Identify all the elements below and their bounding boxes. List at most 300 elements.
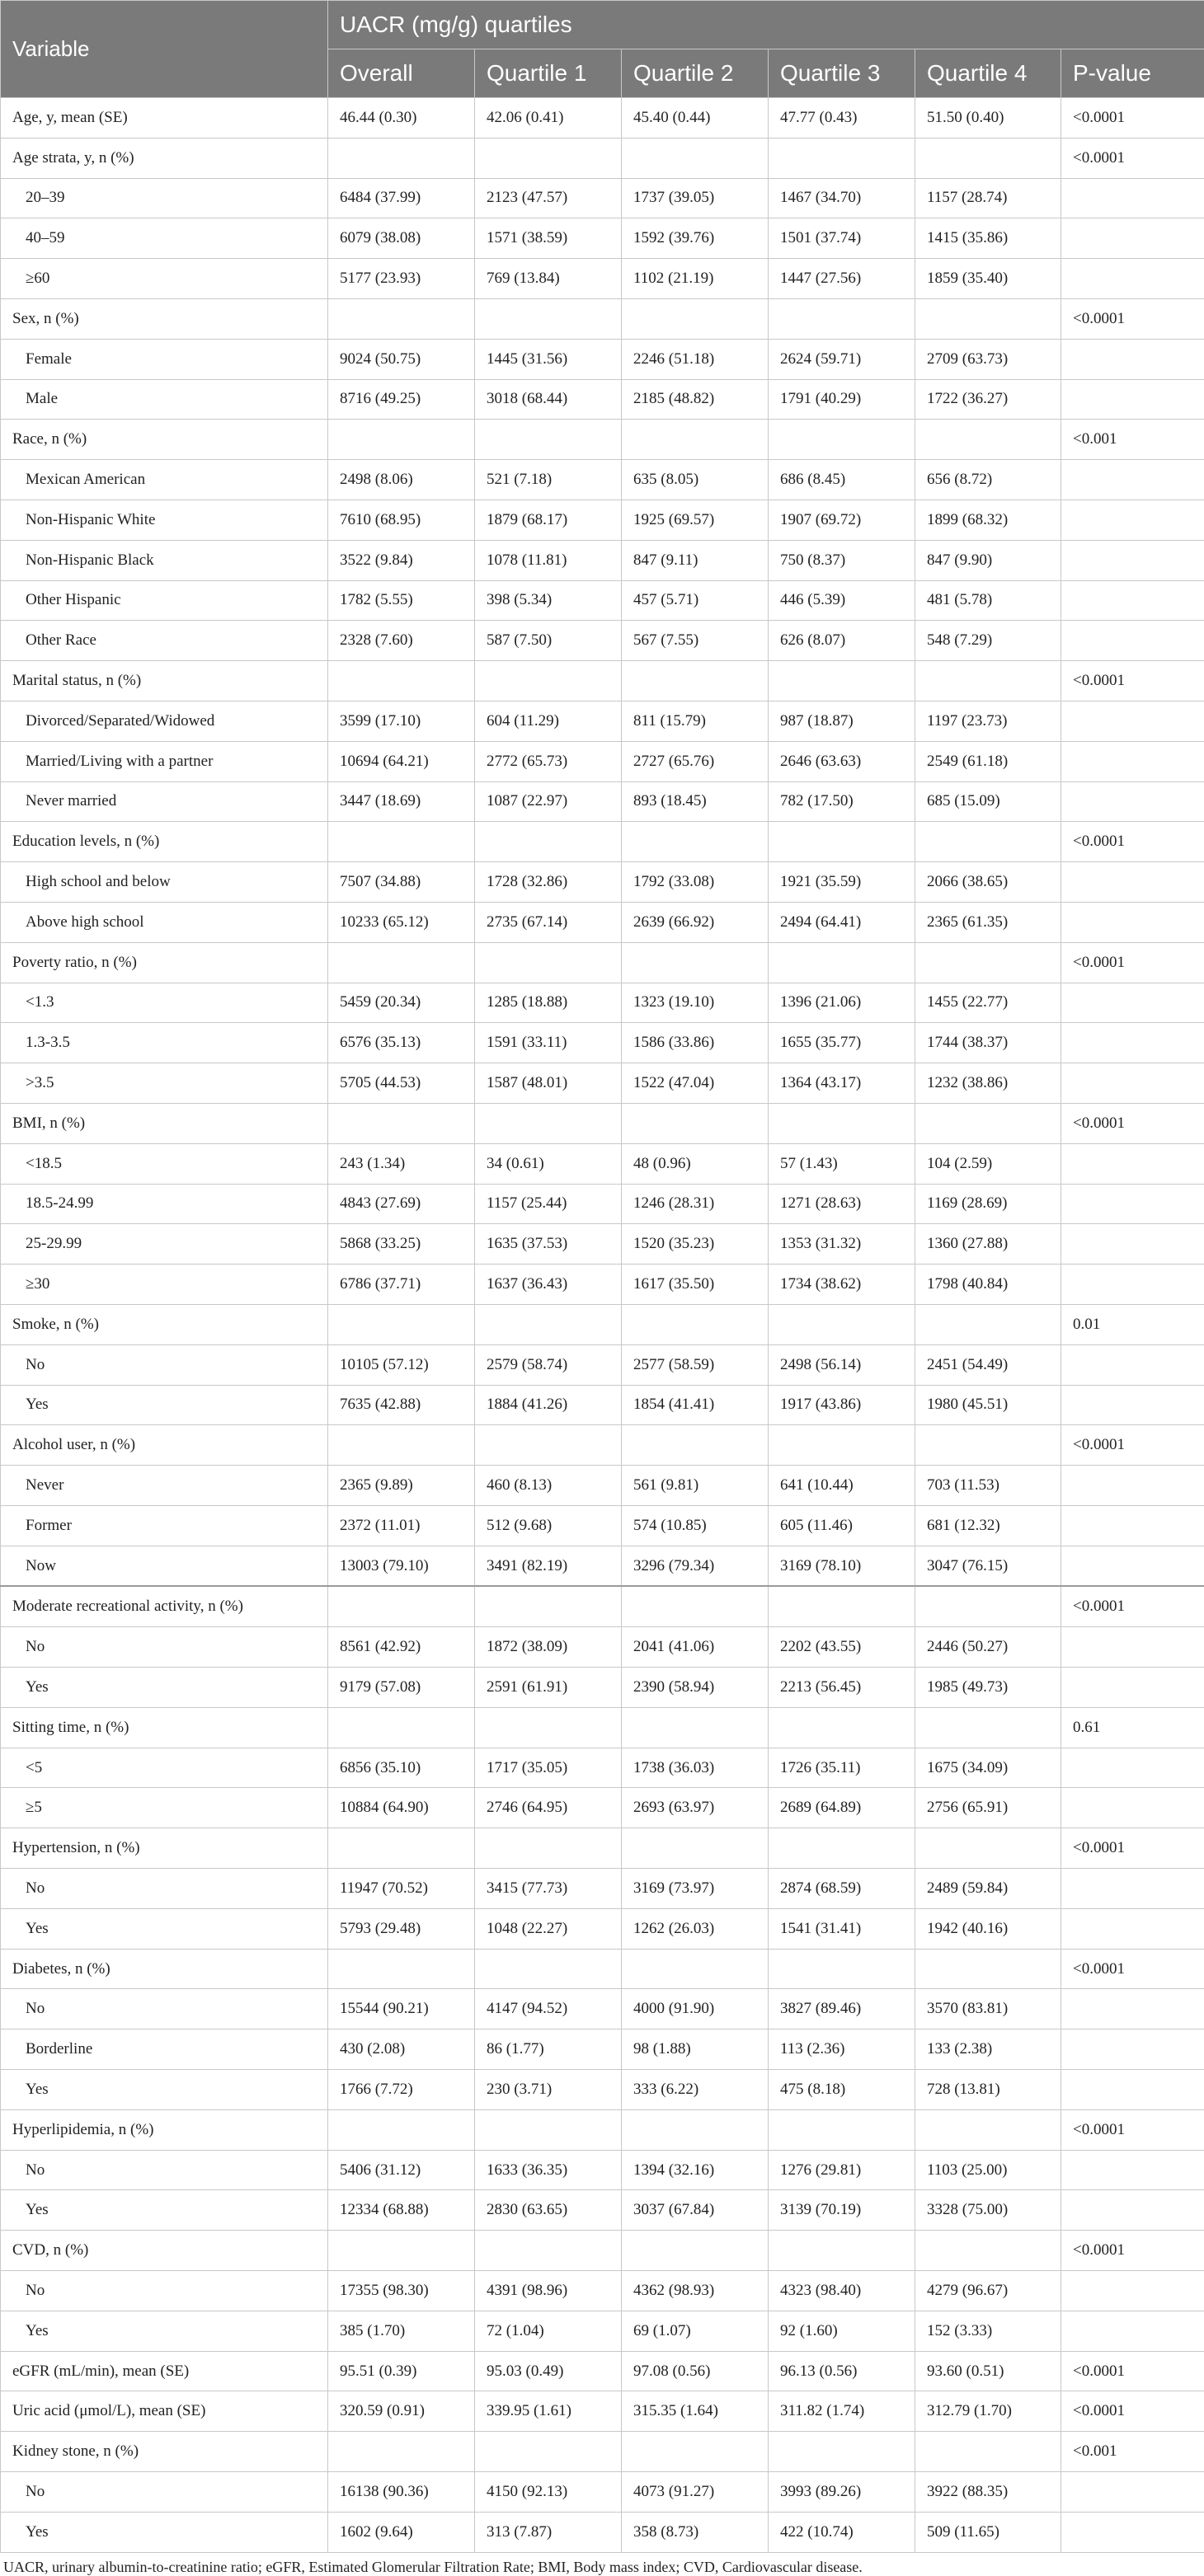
cell-p-value xyxy=(1061,1627,1204,1668)
table-body xyxy=(1,98,1204,2553)
cell-p-value xyxy=(1061,1908,1204,1949)
row-sublabel: Other Hispanic xyxy=(1,580,328,621)
cell-overall xyxy=(328,942,475,983)
header-quartile-2: Quartile 2 xyxy=(622,49,769,98)
cell-quartile-4: 312.79 (1.70) xyxy=(915,2391,1061,2432)
header-quartile-4: Quartile 4 xyxy=(915,49,1061,98)
cell-quartile-2 xyxy=(622,822,769,862)
cell-overall xyxy=(328,661,475,701)
cell-quartile-4: 1859 (35.40) xyxy=(915,259,1061,299)
cell-quartile-1: 769 (13.84) xyxy=(475,259,622,299)
cell-quartile-3: 3139 (70.19) xyxy=(769,2190,915,2231)
cell-quartile-3: 1734 (38.62) xyxy=(769,1265,915,1305)
cell-p-value: <0.0001 xyxy=(1061,98,1204,138)
cell-overall xyxy=(328,298,475,339)
cell-overall: 15544 (90.21) xyxy=(328,1989,475,2029)
cell-quartile-1: 1591 (33.11) xyxy=(475,1023,622,1063)
cell-quartile-2: 3037 (67.84) xyxy=(622,2190,769,2231)
cell-quartile-4 xyxy=(915,420,1061,460)
cell-quartile-1: 2591 (61.91) xyxy=(475,1668,622,1708)
cell-quartile-3: 1655 (35.77) xyxy=(769,1023,915,1063)
table-row xyxy=(1,1788,1204,1828)
cell-quartile-1 xyxy=(475,420,622,460)
cell-overall: 7507 (34.88) xyxy=(328,862,475,903)
header-overall: Overall xyxy=(328,49,475,98)
cell-overall: 16138 (90.36) xyxy=(328,2472,475,2513)
table-row xyxy=(1,1265,1204,1305)
cell-quartile-1: 1048 (22.27) xyxy=(475,1908,622,1949)
cell-quartile-2: 1792 (33.08) xyxy=(622,862,769,903)
cell-quartile-3: 92 (1.60) xyxy=(769,2311,915,2351)
table-row xyxy=(1,1949,1204,1989)
row-sublabel: Yes xyxy=(1,1385,328,1425)
cell-quartile-3 xyxy=(769,661,915,701)
cell-quartile-1: 521 (7.18) xyxy=(475,460,622,500)
row-sublabel: <5 xyxy=(1,1748,328,1788)
cell-quartile-4: 847 (9.90) xyxy=(915,540,1061,580)
cell-quartile-4 xyxy=(915,1103,1061,1143)
cell-quartile-1 xyxy=(475,1949,622,1989)
cell-quartile-2 xyxy=(622,420,769,460)
cell-quartile-2: 2639 (66.92) xyxy=(622,902,769,942)
row-sublabel: Yes xyxy=(1,2070,328,2110)
row-label: Hyperlipidemia, n (%) xyxy=(1,2109,328,2150)
table-header xyxy=(1,1,1204,98)
cell-overall: 6786 (37.71) xyxy=(328,1265,475,1305)
cell-p-value: <0.0001 xyxy=(1061,1949,1204,1989)
cell-quartile-2 xyxy=(622,1828,769,1869)
cell-p-value: 0.61 xyxy=(1061,1707,1204,1748)
cell-overall xyxy=(328,822,475,862)
cell-p-value: <0.0001 xyxy=(1061,138,1204,178)
cell-quartile-3: 3169 (78.10) xyxy=(769,1546,915,1586)
cell-quartile-2: 1925 (69.57) xyxy=(622,500,769,540)
row-sublabel: No xyxy=(1,2472,328,2513)
row-sublabel: 25-29.99 xyxy=(1,1224,328,1265)
cell-quartile-4: 3047 (76.15) xyxy=(915,1546,1061,1586)
cell-p-value: <0.001 xyxy=(1061,2432,1204,2472)
cell-quartile-2: 3296 (79.34) xyxy=(622,1546,769,1586)
cell-quartile-1: 1087 (22.97) xyxy=(475,781,622,822)
table-row xyxy=(1,379,1204,420)
cell-quartile-4 xyxy=(915,298,1061,339)
cell-quartile-2: 4362 (98.93) xyxy=(622,2271,769,2311)
cell-quartile-1: 2735 (67.14) xyxy=(475,902,622,942)
table-row xyxy=(1,298,1204,339)
cell-quartile-3: 1276 (29.81) xyxy=(769,2150,915,2190)
cell-overall: 8561 (42.92) xyxy=(328,1627,475,1668)
cell-p-value xyxy=(1061,1748,1204,1788)
cell-quartile-2 xyxy=(622,1707,769,1748)
cell-quartile-2: 811 (15.79) xyxy=(622,701,769,741)
cell-quartile-1: 1717 (35.05) xyxy=(475,1748,622,1788)
row-sublabel: Yes xyxy=(1,2311,328,2351)
table-row xyxy=(1,1869,1204,1909)
cell-quartile-4: 3328 (75.00) xyxy=(915,2190,1061,2231)
cell-quartile-4: 656 (8.72) xyxy=(915,460,1061,500)
cell-p-value xyxy=(1061,1546,1204,1586)
cell-overall: 6079 (38.08) xyxy=(328,218,475,259)
cell-quartile-3: 311.82 (1.74) xyxy=(769,2391,915,2432)
cell-quartile-4: 2066 (38.65) xyxy=(915,862,1061,903)
cell-quartile-2: 48 (0.96) xyxy=(622,1143,769,1184)
cell-p-value: <0.0001 xyxy=(1061,2231,1204,2271)
cell-p-value: <0.0001 xyxy=(1061,2109,1204,2150)
cell-p-value: <0.0001 xyxy=(1061,942,1204,983)
cell-quartile-1 xyxy=(475,822,622,862)
table-row xyxy=(1,2109,1204,2150)
cell-quartile-2: 1617 (35.50) xyxy=(622,1265,769,1305)
cell-overall: 5868 (33.25) xyxy=(328,1224,475,1265)
row-sublabel: No xyxy=(1,1869,328,1909)
table-row xyxy=(1,862,1204,903)
cell-quartile-2 xyxy=(622,1304,769,1344)
cell-overall: 3522 (9.84) xyxy=(328,540,475,580)
table-row xyxy=(1,2311,1204,2351)
cell-quartile-4: 1415 (35.86) xyxy=(915,218,1061,259)
cell-quartile-2: 1262 (26.03) xyxy=(622,1908,769,1949)
cell-quartile-4: 104 (2.59) xyxy=(915,1143,1061,1184)
row-sublabel: <18.5 xyxy=(1,1143,328,1184)
cell-quartile-2: 98 (1.88) xyxy=(622,2029,769,2070)
cell-quartile-1: 34 (0.61) xyxy=(475,1143,622,1184)
cell-quartile-1: 1635 (37.53) xyxy=(475,1224,622,1265)
table-row xyxy=(1,1627,1204,1668)
row-label: Diabetes, n (%) xyxy=(1,1949,328,1989)
cell-quartile-2: 2693 (63.97) xyxy=(622,1788,769,1828)
cell-quartile-4 xyxy=(915,1707,1061,1748)
table-row xyxy=(1,1908,1204,1949)
cell-quartile-3 xyxy=(769,1425,915,1466)
cell-quartile-2: 2390 (58.94) xyxy=(622,1668,769,1708)
cell-quartile-1: 4150 (92.13) xyxy=(475,2472,622,2513)
cell-p-value xyxy=(1061,1869,1204,1909)
cell-quartile-4 xyxy=(915,138,1061,178)
cell-quartile-4: 1899 (68.32) xyxy=(915,500,1061,540)
cell-overall: 5459 (20.34) xyxy=(328,983,475,1023)
cell-quartile-1: 2123 (47.57) xyxy=(475,178,622,218)
cell-quartile-1 xyxy=(475,2109,622,2150)
row-label: Poverty ratio, n (%) xyxy=(1,942,328,983)
cell-quartile-3: 1396 (21.06) xyxy=(769,983,915,1023)
cell-p-value xyxy=(1061,2190,1204,2231)
cell-quartile-1: 1884 (41.26) xyxy=(475,1385,622,1425)
header-variable: Variable xyxy=(1,1,328,98)
cell-p-value xyxy=(1061,1505,1204,1546)
row-label: Age strata, y, n (%) xyxy=(1,138,328,178)
cell-quartile-3 xyxy=(769,2432,915,2472)
cell-quartile-2 xyxy=(622,942,769,983)
table-row xyxy=(1,339,1204,379)
cell-overall: 2498 (8.06) xyxy=(328,460,475,500)
cell-quartile-1: 339.95 (1.61) xyxy=(475,2391,622,2432)
cell-quartile-3: 2624 (59.71) xyxy=(769,339,915,379)
cell-quartile-3 xyxy=(769,1586,915,1626)
table-row xyxy=(1,2190,1204,2231)
row-sublabel: <1.3 xyxy=(1,983,328,1023)
cell-quartile-3: 605 (11.46) xyxy=(769,1505,915,1546)
cell-overall xyxy=(328,1828,475,1869)
row-label: Age, y, mean (SE) xyxy=(1,98,328,138)
cell-quartile-2: 1520 (35.23) xyxy=(622,1224,769,1265)
cell-quartile-1: 1872 (38.09) xyxy=(475,1627,622,1668)
header-p-value: P-value xyxy=(1061,49,1204,98)
cell-quartile-1: 1445 (31.56) xyxy=(475,339,622,379)
row-sublabel: Divorced/Separated/Widowed xyxy=(1,701,328,741)
cell-quartile-1: 1157 (25.44) xyxy=(475,1184,622,1224)
table-row xyxy=(1,983,1204,1023)
header-row-group xyxy=(1,1,1204,49)
table-row xyxy=(1,1023,1204,1063)
cell-quartile-2: 1394 (32.16) xyxy=(622,2150,769,2190)
cell-overall: 5793 (29.48) xyxy=(328,1908,475,1949)
cell-quartile-2 xyxy=(622,1586,769,1626)
cell-quartile-2 xyxy=(622,661,769,701)
cell-quartile-1: 1637 (36.43) xyxy=(475,1265,622,1305)
cell-quartile-3: 2494 (64.41) xyxy=(769,902,915,942)
table-row xyxy=(1,1304,1204,1344)
cell-quartile-1 xyxy=(475,661,622,701)
cell-quartile-3 xyxy=(769,1828,915,1869)
cell-quartile-4: 1197 (23.73) xyxy=(915,701,1061,741)
cell-quartile-4: 481 (5.78) xyxy=(915,580,1061,621)
cell-quartile-4: 3922 (88.35) xyxy=(915,2472,1061,2513)
table-row xyxy=(1,1828,1204,1869)
table-row xyxy=(1,580,1204,621)
cell-quartile-2: 97.08 (0.56) xyxy=(622,2351,769,2391)
cell-quartile-3: 1467 (34.70) xyxy=(769,178,915,218)
cell-quartile-3: 1917 (43.86) xyxy=(769,1385,915,1425)
row-label: Kidney stone, n (%) xyxy=(1,2432,328,2472)
cell-quartile-4: 1744 (38.37) xyxy=(915,1023,1061,1063)
cell-quartile-3 xyxy=(769,298,915,339)
cell-p-value: <0.0001 xyxy=(1061,1586,1204,1626)
cell-quartile-1: 1571 (38.59) xyxy=(475,218,622,259)
cell-quartile-4: 2756 (65.91) xyxy=(915,1788,1061,1828)
cell-quartile-2: 561 (9.81) xyxy=(622,1466,769,1506)
cell-quartile-4: 2451 (54.49) xyxy=(915,1344,1061,1385)
cell-overall: 7635 (42.88) xyxy=(328,1385,475,1425)
row-label: Alcohol user, n (%) xyxy=(1,1425,328,1466)
cell-overall xyxy=(328,1586,475,1626)
table-row xyxy=(1,1668,1204,1708)
cell-overall xyxy=(328,2432,475,2472)
cell-quartile-3: 3827 (89.46) xyxy=(769,1989,915,2029)
cell-quartile-1: 1633 (36.35) xyxy=(475,2150,622,2190)
cell-quartile-4 xyxy=(915,1828,1061,1869)
cell-quartile-2: 1592 (39.76) xyxy=(622,218,769,259)
cell-overall xyxy=(328,1304,475,1344)
row-sublabel: Yes xyxy=(1,1908,328,1949)
header-quartile-1: Quartile 1 xyxy=(475,49,622,98)
cell-quartile-1: 1587 (48.01) xyxy=(475,1063,622,1104)
cell-quartile-1: 1285 (18.88) xyxy=(475,983,622,1023)
table-row xyxy=(1,420,1204,460)
row-sublabel: No xyxy=(1,2271,328,2311)
row-label: eGFR (mL/min), mean (SE) xyxy=(1,2351,328,2391)
cell-quartile-2: 333 (6.22) xyxy=(622,2070,769,2110)
row-sublabel: Yes xyxy=(1,2512,328,2552)
table-row xyxy=(1,460,1204,500)
cell-quartile-3: 782 (17.50) xyxy=(769,781,915,822)
cell-quartile-3 xyxy=(769,1304,915,1344)
cell-quartile-1: 1728 (32.86) xyxy=(475,862,622,903)
table-row xyxy=(1,1586,1204,1626)
cell-quartile-2 xyxy=(622,1425,769,1466)
table-row xyxy=(1,1425,1204,1466)
cell-p-value xyxy=(1061,339,1204,379)
table-row xyxy=(1,1103,1204,1143)
cell-p-value: <0.0001 xyxy=(1061,2351,1204,2391)
cell-overall: 5406 (31.12) xyxy=(328,2150,475,2190)
cell-overall xyxy=(328,138,475,178)
row-sublabel: Non-Hispanic White xyxy=(1,500,328,540)
cell-quartile-4: 152 (3.33) xyxy=(915,2311,1061,2351)
row-sublabel: 40–59 xyxy=(1,218,328,259)
cell-quartile-4 xyxy=(915,1949,1061,1989)
cell-quartile-1: 1879 (68.17) xyxy=(475,500,622,540)
cell-quartile-2 xyxy=(622,2231,769,2271)
cell-quartile-1: 2746 (64.95) xyxy=(475,1788,622,1828)
cell-overall xyxy=(328,1949,475,1989)
cell-p-value xyxy=(1061,781,1204,822)
table-row xyxy=(1,2351,1204,2391)
row-sublabel: No xyxy=(1,1989,328,2029)
row-label: BMI, n (%) xyxy=(1,1103,328,1143)
cell-p-value: <0.0001 xyxy=(1061,822,1204,862)
cell-quartile-4 xyxy=(915,942,1061,983)
cell-quartile-3: 57 (1.43) xyxy=(769,1143,915,1184)
cell-p-value: <0.001 xyxy=(1061,420,1204,460)
cell-quartile-1: 2830 (63.65) xyxy=(475,2190,622,2231)
cell-overall: 6856 (35.10) xyxy=(328,1748,475,1788)
cell-p-value xyxy=(1061,1668,1204,1708)
cell-quartile-1 xyxy=(475,2231,622,2271)
row-sublabel: Never xyxy=(1,1466,328,1506)
cell-overall: 5177 (23.93) xyxy=(328,259,475,299)
cell-quartile-3: 422 (10.74) xyxy=(769,2512,915,2552)
row-sublabel: 20–39 xyxy=(1,178,328,218)
row-sublabel: ≥5 xyxy=(1,1788,328,1828)
table-row xyxy=(1,1748,1204,1788)
cell-p-value xyxy=(1061,701,1204,741)
cell-p-value xyxy=(1061,2512,1204,2552)
cell-quartile-3: 1364 (43.17) xyxy=(769,1063,915,1104)
cell-quartile-2: 1522 (47.04) xyxy=(622,1063,769,1104)
cell-quartile-1: 313 (7.87) xyxy=(475,2512,622,2552)
cell-quartile-2: 2246 (51.18) xyxy=(622,339,769,379)
cell-quartile-4: 3570 (83.81) xyxy=(915,1989,1061,2029)
row-sublabel: Male xyxy=(1,379,328,420)
cell-quartile-4: 51.50 (0.40) xyxy=(915,98,1061,138)
cell-p-value xyxy=(1061,1788,1204,1828)
cell-quartile-2 xyxy=(622,1949,769,1989)
row-sublabel: Female xyxy=(1,339,328,379)
cell-quartile-1: 86 (1.77) xyxy=(475,2029,622,2070)
cell-quartile-3: 1921 (35.59) xyxy=(769,862,915,903)
row-sublabel: Never married xyxy=(1,781,328,822)
cell-overall: 8716 (49.25) xyxy=(328,379,475,420)
cell-quartile-2: 315.35 (1.64) xyxy=(622,2391,769,2432)
cell-quartile-3: 47.77 (0.43) xyxy=(769,98,915,138)
table-row xyxy=(1,1063,1204,1104)
cell-quartile-3: 2689 (64.89) xyxy=(769,1788,915,1828)
cell-overall: 2372 (11.01) xyxy=(328,1505,475,1546)
cell-quartile-1: 95.03 (0.49) xyxy=(475,2351,622,2391)
cell-quartile-1 xyxy=(475,298,622,339)
cell-quartile-3: 626 (8.07) xyxy=(769,621,915,661)
cell-overall: 95.51 (0.39) xyxy=(328,2351,475,2391)
cell-quartile-2: 1323 (19.10) xyxy=(622,983,769,1023)
cell-quartile-3: 3993 (89.26) xyxy=(769,2472,915,2513)
cell-p-value: <0.0001 xyxy=(1061,298,1204,339)
cell-overall: 4843 (27.69) xyxy=(328,1184,475,1224)
cell-quartile-3: 113 (2.36) xyxy=(769,2029,915,2070)
row-sublabel: 18.5-24.99 xyxy=(1,1184,328,1224)
cell-quartile-2: 1246 (28.31) xyxy=(622,1184,769,1224)
table-row xyxy=(1,1143,1204,1184)
cell-quartile-1: 3491 (82.19) xyxy=(475,1546,622,1586)
row-sublabel: No xyxy=(1,1344,328,1385)
cell-overall: 17355 (98.30) xyxy=(328,2271,475,2311)
cell-p-value: 0.01 xyxy=(1061,1304,1204,1344)
table-row xyxy=(1,741,1204,781)
cell-quartile-1: 42.06 (0.41) xyxy=(475,98,622,138)
cell-quartile-4: 4279 (96.67) xyxy=(915,2271,1061,2311)
cell-p-value xyxy=(1061,1265,1204,1305)
cell-quartile-4: 1169 (28.69) xyxy=(915,1184,1061,1224)
cell-quartile-2: 358 (8.73) xyxy=(622,2512,769,2552)
cell-p-value xyxy=(1061,500,1204,540)
table-row xyxy=(1,138,1204,178)
cell-quartile-4: 1455 (22.77) xyxy=(915,983,1061,1023)
cell-quartile-4: 681 (12.32) xyxy=(915,1505,1061,1546)
table-row xyxy=(1,178,1204,218)
cell-quartile-2: 2185 (48.82) xyxy=(622,379,769,420)
row-sublabel: Mexican American xyxy=(1,460,328,500)
cell-overall: 10694 (64.21) xyxy=(328,741,475,781)
cell-p-value xyxy=(1061,1466,1204,1506)
cell-quartile-1 xyxy=(475,1707,622,1748)
cell-overall: 10233 (65.12) xyxy=(328,902,475,942)
cell-quartile-4: 93.60 (0.51) xyxy=(915,2351,1061,2391)
cell-overall: 2328 (7.60) xyxy=(328,621,475,661)
cell-p-value: <0.0001 xyxy=(1061,2391,1204,2432)
cell-quartile-1 xyxy=(475,1103,622,1143)
cell-quartile-3: 475 (8.18) xyxy=(769,2070,915,2110)
table-row xyxy=(1,1466,1204,1506)
cell-quartile-2 xyxy=(622,2432,769,2472)
cell-quartile-3: 2202 (43.55) xyxy=(769,1627,915,1668)
cell-quartile-1 xyxy=(475,2432,622,2472)
cell-quartile-3 xyxy=(769,420,915,460)
cell-quartile-3: 1726 (35.11) xyxy=(769,1748,915,1788)
cell-overall: 1782 (5.55) xyxy=(328,580,475,621)
row-label: Smoke, n (%) xyxy=(1,1304,328,1344)
row-sublabel: Non-Hispanic Black xyxy=(1,540,328,580)
table-row xyxy=(1,621,1204,661)
cell-quartile-4: 2446 (50.27) xyxy=(915,1627,1061,1668)
cell-quartile-4: 1942 (40.16) xyxy=(915,1908,1061,1949)
table-row xyxy=(1,822,1204,862)
cell-quartile-4: 703 (11.53) xyxy=(915,1466,1061,1506)
cell-quartile-4: 1157 (28.74) xyxy=(915,178,1061,218)
cell-p-value xyxy=(1061,1063,1204,1104)
table-row xyxy=(1,1707,1204,1748)
table-row xyxy=(1,1224,1204,1265)
cell-quartile-1: 512 (9.68) xyxy=(475,1505,622,1546)
table-row xyxy=(1,259,1204,299)
